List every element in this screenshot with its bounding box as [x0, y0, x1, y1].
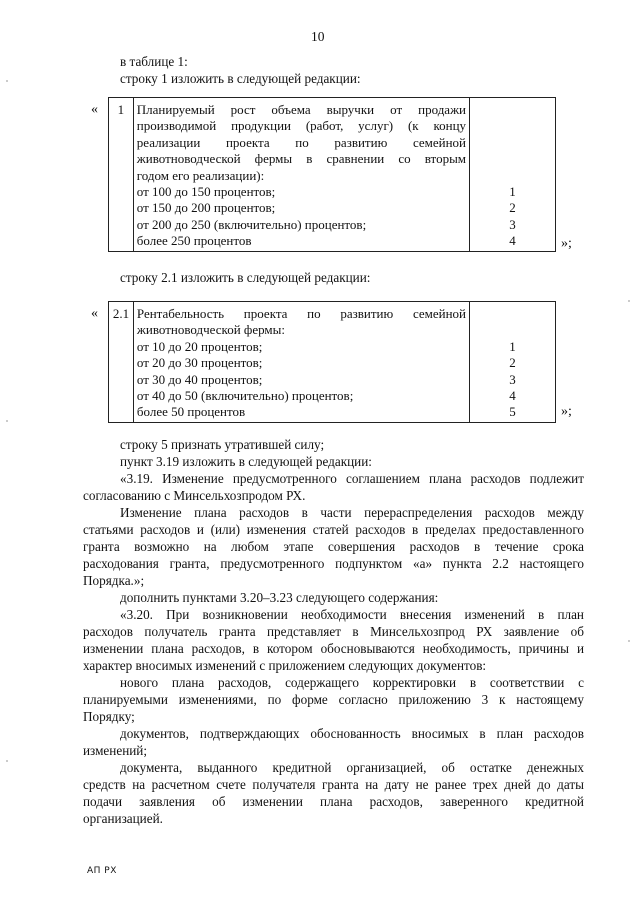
- instruction-line: строку 2.1 изложить в следующей редакции:: [120, 270, 371, 285]
- scan-speck: [6, 760, 8, 762]
- body-line: изменений;: [83, 743, 148, 758]
- table1: [108, 97, 556, 252]
- table1-option-label: от 150 до 200 процентов;: [136, 200, 276, 216]
- footer-stamp: АП РХ: [87, 866, 117, 876]
- body-line: «3.20. При возникновении необходимости внесения изменений в план: [120, 607, 584, 622]
- table2-close-quote: »;: [561, 404, 572, 419]
- table1-criterion-line: животноводческой фермы в сравнении со вторым: [136, 151, 467, 167]
- intro-line-1: в таблице 1:: [120, 54, 188, 69]
- table1-criterion-line: Планируемый рост объема выручки от продажи: [136, 102, 467, 117]
- table2-score: 1: [509, 338, 516, 354]
- table2-option-label: от 40 до 50 (включительно) процентов;: [136, 387, 354, 403]
- table1-option-label: от 100 до 150 процентов;: [136, 183, 276, 199]
- body-line: документа, выданного кредитной организацией, об остатке денежных: [120, 760, 584, 775]
- body-line: планируемыми изменениями, по форме согласно приложению 3 к настоящему: [83, 692, 584, 707]
- table1-score: 2: [509, 200, 516, 216]
- body-line: согласованию с Минсельхозпродом РХ.: [83, 488, 306, 503]
- body-line: Изменение плана расходов в части перераспределения расходов между: [120, 505, 584, 520]
- table2-row-number: 2.1: [112, 306, 130, 321]
- body-line: характер вносимых изменений с приложением следующих документов:: [83, 658, 487, 673]
- body-line: расходования гранта, предусмотренного подпунктом «а» пункта 2.2 настоящего: [83, 556, 584, 571]
- body-line: статьями расходов и (или) изменения статей расходов в пределах предоставленного: [83, 522, 584, 537]
- table2-score: 3: [509, 371, 516, 387]
- table1-score: 4: [509, 233, 516, 249]
- body-line: гранта возможно на любом этапе совершения расходов в течение срока: [83, 539, 584, 554]
- table1-score: 3: [509, 216, 516, 232]
- table2-open-quote: «: [91, 306, 98, 321]
- body-line: «3.19. Изменение предусмотренного соглашением плана расходов подлежит: [120, 471, 584, 486]
- table1-option-label: от 200 до 250 (включительно) процентов;: [136, 216, 367, 232]
- table2-score-cell: [470, 302, 556, 423]
- scan-speck: [628, 300, 630, 302]
- table2-option-label: от 10 до 20 процентов;: [136, 338, 263, 354]
- body-line: строку 5 признать утратившей силу;: [120, 437, 325, 452]
- table2-option-label: от 20 до 30 процентов;: [136, 355, 263, 371]
- table2: [108, 301, 556, 423]
- table2-criterion-line: Рентабельность проекта по развитию семейной: [136, 306, 467, 321]
- table1-score: 1: [509, 183, 516, 199]
- body-line: нового плана расходов, содержащего корректировки в соответствии с: [120, 675, 584, 690]
- body-line: Порядка.»;: [83, 573, 145, 588]
- body-line: организацией.: [83, 811, 163, 826]
- table1-criterion-cell: [133, 98, 469, 252]
- table1-row-number: 1: [117, 102, 125, 117]
- table1-close-quote: »;: [561, 236, 572, 251]
- table2-score: 2: [509, 355, 516, 371]
- page-number: 10: [311, 29, 325, 44]
- table2-score: 4: [509, 387, 516, 403]
- table1-open-quote: «: [91, 102, 98, 117]
- body-line: Порядку;: [83, 709, 135, 724]
- body-line: изменении плана расходов, в котором обосновываются необходимость, причины и: [83, 641, 584, 656]
- scan-speck: [628, 640, 630, 642]
- table1-criterion-line: реализации проекта по развитию семейной: [136, 134, 467, 150]
- body-line: средств на расчетном счете получателя гранта на дату не ранее трех дней до даты: [83, 777, 584, 792]
- body-line: дополнить пунктами 3.20–3.23 следующего содержания:: [120, 590, 439, 605]
- table1-option-label: более 250 процентов: [136, 233, 252, 249]
- table2-score: 5: [509, 404, 516, 420]
- body-line: подачи заявления об изменении плана расходов, заверенного кредитной: [83, 794, 584, 809]
- body-line: пункт 3.19 изложить в следующей редакции:: [120, 454, 372, 469]
- table2-criterion-line: животноводческой фермы:: [136, 322, 285, 338]
- table1-criterion-line: годом его реализации):: [136, 167, 265, 183]
- table1-criterion-line: производимой продукции (работ, услуг) (к концу: [136, 118, 467, 134]
- scan-speck: [6, 420, 8, 422]
- body-line: расходов получатель гранта представляет в Минсельхозпрод РХ заявление об: [83, 624, 584, 639]
- scan-speck: [6, 80, 8, 82]
- table2-criterion-cell: [133, 302, 469, 423]
- table2-option-label: от 30 до 40 процентов;: [136, 371, 263, 387]
- table1-score-cell: [470, 98, 556, 252]
- body-line: документов, подтверждающих обоснованность вносимых в план расходов: [120, 726, 584, 741]
- intro-line-2: строку 1 изложить в следующей редакции:: [120, 71, 361, 86]
- table2-option-label: более 50 процентов: [136, 404, 246, 420]
